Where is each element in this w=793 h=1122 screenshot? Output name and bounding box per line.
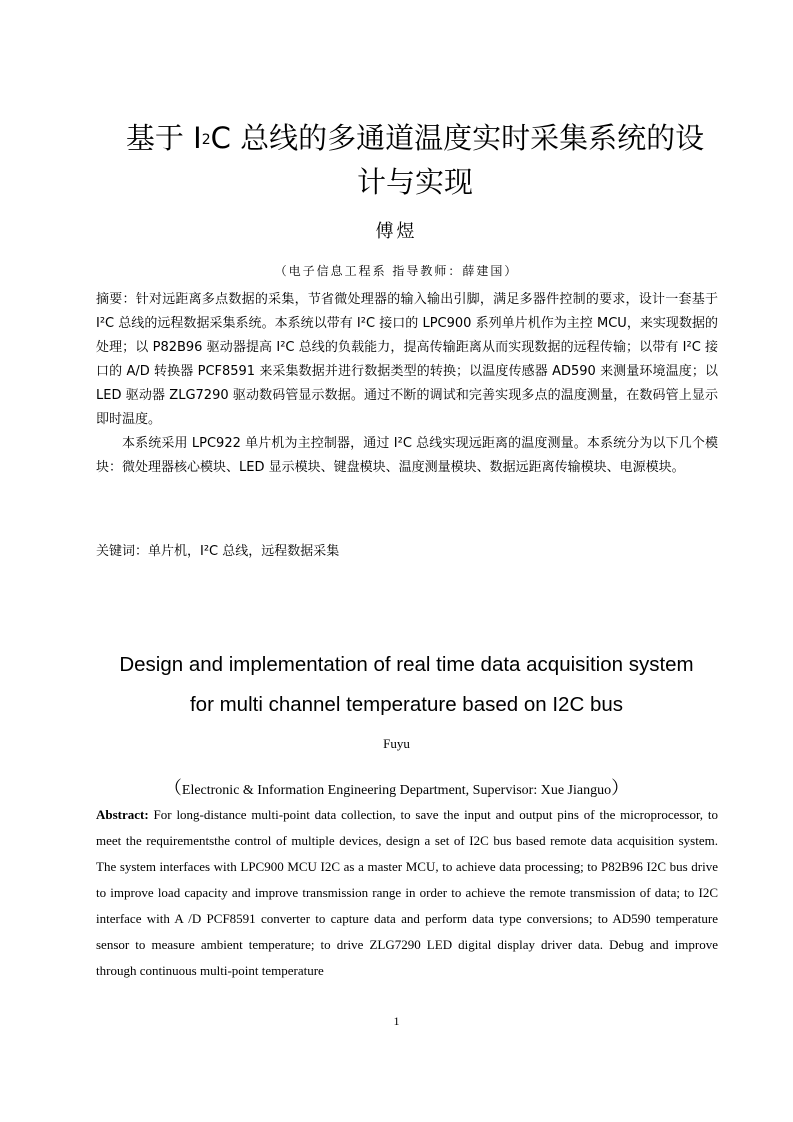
affiliation-chinese: （电子信息工程系 指导教师：薛建国） bbox=[274, 264, 519, 278]
page-number: 1 bbox=[393, 1014, 400, 1028]
english-title-line-1: Design and implementation of real time data acquisition system bbox=[119, 653, 694, 676]
chinese-title bbox=[95, 116, 735, 204]
author-name-chinese: 傅煜 bbox=[375, 221, 418, 242]
affiliation-english: （Electronic & Information Engineering Department, Supervisor: Xue Jianguo） bbox=[163, 778, 630, 798]
abstract-chinese-paragraph-1: 摘要：针对远距离多点数据的采集，节省微处理器的输入输出引脚，满足多器件控制的要求，设计一套基于 I²C 总线的远程数据采集系统。本系统以带有 I²C 接口的 LPC900 系列单片机作为主控 MCU，来实现数据的处理；以 P82B96 驱动器提高 I²C 总线的负载能力，提高传输距离从而实现数据的远程传输；以带有 I²C 接口的 A/D 转换器 PCF8591 来采集数据并进行数据类型的转换；以温度传感器 AD590 来测量环境温度；以 LED 驱动器 ZLG7290 驱动数码管显示数据。通过不断的调试和完善实现多点的温度测量，在数码管上显示即时温度。 bbox=[96, 292, 718, 427]
english-title-line-2: for multi channel temperature based on I2C bus bbox=[189, 693, 624, 716]
keywords-chinese: 关键词：单片机，I²C 总线，远程数据采集 bbox=[96, 544, 340, 559]
chinese-title-line-2: 计与实现 bbox=[356, 165, 473, 199]
superscript-2: 2 bbox=[201, 132, 211, 148]
abstract-label: Abstract: bbox=[96, 807, 149, 822]
abstract-english bbox=[96, 802, 718, 984]
english-title bbox=[60, 645, 753, 725]
abstract-chinese bbox=[96, 288, 718, 480]
chinese-title-line-1: 基于 $I^2C$ 总线的多通道温度实时采集系统的设 bbox=[125, 121, 705, 155]
abstract-english-text: For long-distance multi-point data collection, to save the input and output pins of the microprocessor, to meet the requirementsthe control of multiple devices, design a set of I2C bus based remote data acquisition system. The system interfaces with LPC900 MCU I2C as a master MCU, to achieve data processing; to P82B96 I2C bus drive to improve load capacity and improve transmission range in order to achieve the remote transmission of data; to I2C interface with A /D PCF8591 converter to capture data and perform data type conversions; to AD590 temperature sensor to measure ambient temperature; to drive ZLG7290 LED digital display driver data. Debug and improve through continuous multi-point temperature bbox=[96, 807, 718, 978]
author-name-english: Fuyu bbox=[383, 736, 410, 751]
abstract-chinese-paragraph-2: 本系统采用 LPC922 单片机为主控制器，通过 I²C 总线实现远距离的温度测量。本系统分为以下几个模块：微处理器核心模块、LED 显示模块、键盘模块、温度测量模块、数据远距离传输模块、电源模块。 bbox=[96, 436, 718, 475]
